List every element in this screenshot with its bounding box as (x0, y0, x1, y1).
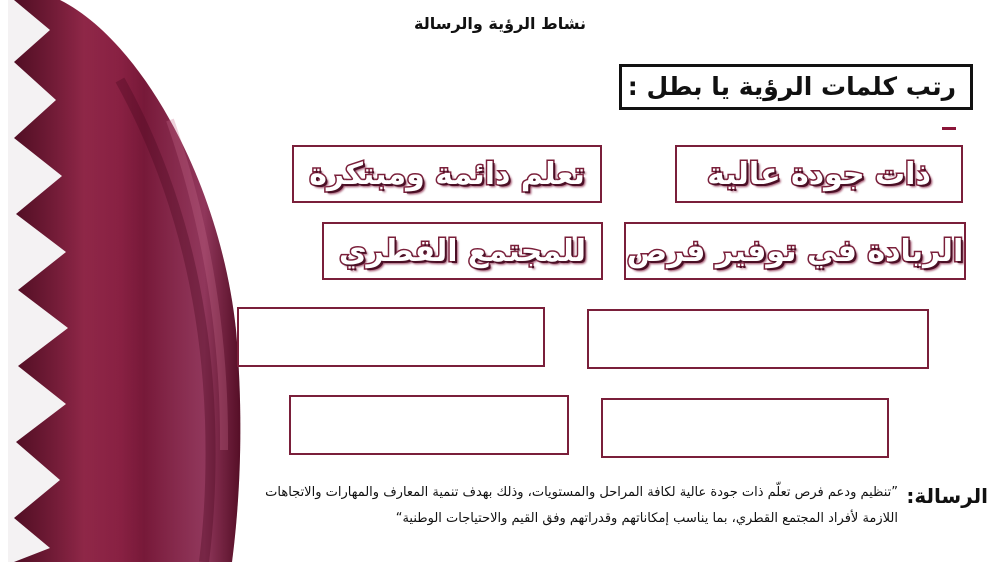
word-tile-3-label: الريادة في توفير فرص (626, 233, 964, 269)
word-tile-4-label: للمجتمع القطري (338, 233, 587, 269)
message-label: الرسالة: (906, 484, 988, 508)
instruction-text: رتب كلمات الرؤية يا بطل : (627, 72, 956, 101)
drop-slot-1[interactable] (587, 309, 929, 369)
word-tile-4[interactable] (322, 222, 603, 280)
page-title: نشاط الرؤية والرسالة (414, 14, 586, 33)
drop-slot-3[interactable] (601, 398, 889, 458)
instruction-box (619, 64, 973, 110)
message-text: ”تنظيم ودعم فرص تعلّم ذات جودة عالية لكافة المراحل والمستويات، وذلك بهدف تنمية المعارف والمهارات والاتجاهات اللازمة لأفراد المجتمع القطري، بما يناسب إمكاناتهم وقدراتهم وفق القيم والاحتياجات الوطنية“ (265, 485, 898, 526)
qatar-flag-image (0, 0, 250, 562)
underscore-mark (942, 127, 956, 130)
word-tile-3[interactable] (624, 222, 966, 280)
drop-slot-4[interactable] (289, 395, 569, 455)
word-tile-1-label: ذات جودة عالية (707, 156, 931, 192)
drop-slot-2[interactable] (237, 307, 545, 367)
word-tile-2-label: تعلم دائمة ومبتكرة (309, 156, 585, 192)
word-tile-1[interactable] (675, 145, 963, 203)
word-tile-2[interactable] (292, 145, 602, 203)
